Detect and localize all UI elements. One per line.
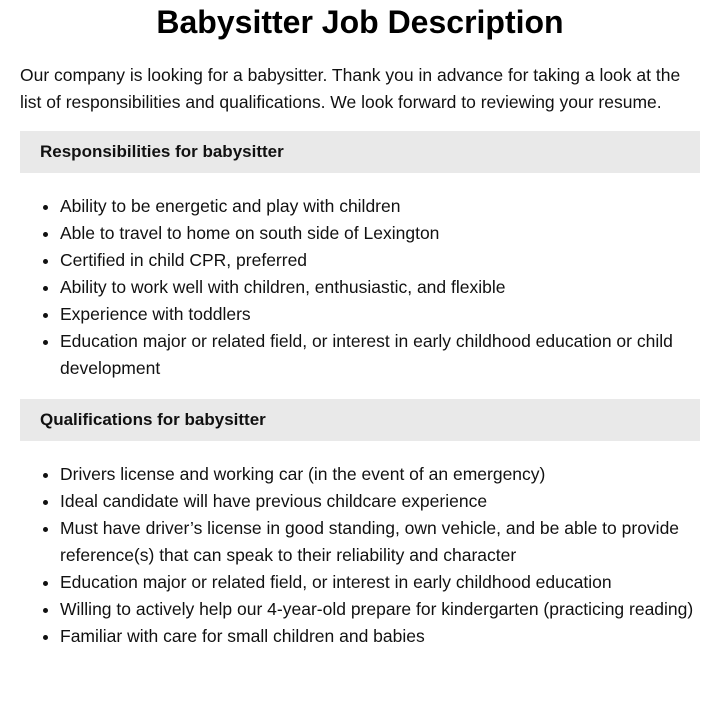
list-item: • Drivers license and working car (in the event of an emergency) [60,461,700,488]
list-item: • Able to travel to home on south side of Lexington [60,220,700,247]
list-item: • Ability to work well with children, enthusiastic, and flexible [60,274,700,301]
list-item: • Ability to be energetic and play with children [60,193,700,220]
list-item: • Education major or related field, or interest in early childhood education or child development [60,328,700,382]
qualifications-list [20,461,700,650]
list-item: • Ideal candidate will have previous childcare experience [60,488,700,515]
list-item: • Must have driver’s license in good standing, own vehicle, and be able to provide reference(s) that can speak to their reliability and character [60,515,700,569]
list-item: • Willing to actively help our 4-year-old prepare for kindergarten (practicing reading) [60,596,700,623]
page-title: Babysitter Job Description [156,4,564,40]
responsibilities-list [20,193,700,382]
qualifications-heading: Qualifications for babysitter [20,399,700,441]
list-item: • Certified in child CPR, preferred [60,247,700,274]
list-item: • Experience with toddlers [60,301,700,328]
responsibilities-heading: Responsibilities for babysitter [20,131,700,173]
intro-paragraph: Our company is looking for a babysitter. Thank you in advance for taking a look at the list of responsibilities and qualifications. We look forward to reviewing your resume. [20,65,681,112]
list-item: • Familiar with care for small children and babies [60,623,700,650]
list-item: • Education major or related field, or interest in early childhood education [60,569,700,596]
